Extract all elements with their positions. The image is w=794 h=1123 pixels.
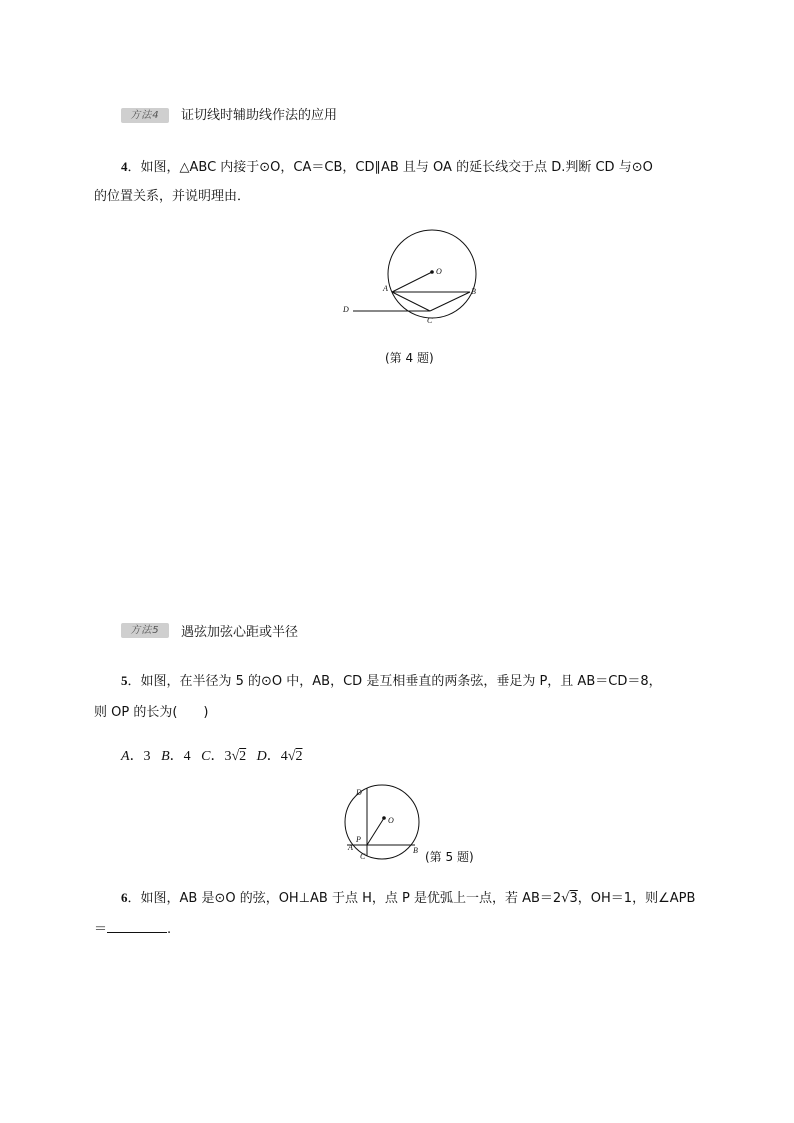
option-d-radicand: 2 bbox=[295, 749, 303, 764]
question-4-text: ．如图，△ABC 内接于⊙O，CA＝CB，CD∥AB 且与 OA 的延长线交于点 D.判断 CD 与⊙O bbox=[127, 160, 653, 175]
option-c-label: C bbox=[201, 749, 211, 764]
sqrt-sign-6: √ bbox=[561, 891, 570, 906]
segment-op bbox=[367, 818, 384, 845]
question-5-line-2: 则 OP 的长为( ) bbox=[94, 705, 209, 720]
label-c: C bbox=[360, 852, 366, 861]
method-badge-4: 方法4 bbox=[121, 108, 169, 123]
label-d: D bbox=[356, 788, 362, 797]
question-6-radicand: 3 bbox=[569, 891, 578, 906]
option-d-label: D bbox=[256, 749, 267, 764]
option-c-value: ．3 bbox=[210, 749, 232, 764]
question-4-caption: (第 4 题) bbox=[385, 351, 434, 365]
label-o: O bbox=[388, 816, 394, 825]
label-a: A bbox=[348, 843, 353, 852]
question-5-text: ．如图，在半径为 5 的⊙O 中，AB，CD 是互相垂直的两条弦，垂足为 P，且 AB＝CD＝8， bbox=[127, 674, 662, 689]
question-5-number: 5 bbox=[121, 673, 128, 688]
option-a-label: A bbox=[121, 749, 130, 764]
question-6-number: 6 bbox=[121, 890, 128, 905]
question-5-options bbox=[121, 749, 302, 765]
label-o: O bbox=[436, 267, 442, 276]
question-6-line-2 bbox=[94, 920, 171, 938]
question-6-line-1 bbox=[121, 890, 695, 907]
question-4-number: 4 bbox=[121, 159, 128, 174]
segment-bc bbox=[430, 292, 470, 311]
question-4-figure bbox=[338, 228, 498, 328]
label-p: P bbox=[356, 835, 361, 844]
radius-oa bbox=[392, 272, 432, 292]
question-5-figure bbox=[343, 784, 425, 866]
question-5-line-1 bbox=[121, 673, 662, 690]
method-badge-5: 方法5 bbox=[121, 623, 169, 638]
question-4-line-2: 的位置关系，并说明理由． bbox=[94, 189, 251, 204]
sqrt-sign-d: √ bbox=[287, 749, 296, 764]
question-5-caption: (第 5 题) bbox=[425, 850, 474, 864]
option-b-label: B bbox=[161, 749, 170, 764]
label-b: B bbox=[471, 287, 476, 296]
option-d-value: ．4 bbox=[266, 749, 288, 764]
answer-blank[interactable] bbox=[107, 920, 167, 933]
option-b-value: ．4 bbox=[169, 749, 191, 764]
center-point-o bbox=[430, 270, 434, 274]
sqrt-sign-c: √ bbox=[231, 749, 240, 764]
label-d: D bbox=[343, 305, 349, 314]
center-point-o bbox=[382, 816, 386, 820]
question-4-line-1 bbox=[121, 159, 653, 176]
question-6-text-b: ，OH＝1，则∠APB bbox=[577, 891, 696, 906]
method-title-4: 证切线时辅助线作法的应用 bbox=[181, 108, 338, 123]
option-a-value: ．3 bbox=[129, 749, 151, 764]
question-6-equals: ＝ bbox=[94, 922, 108, 937]
question-6-text-a: ．如图，AB 是⊙O 的弦，OH⊥AB 于点 H，点 P 是优弧上一点，若 AB＝2 bbox=[127, 891, 562, 906]
label-b: B bbox=[413, 846, 418, 855]
label-a: A bbox=[383, 284, 388, 293]
question-6-period: . bbox=[167, 922, 172, 937]
circle-o bbox=[388, 230, 476, 318]
label-c: C bbox=[427, 316, 433, 325]
method-title-5: 遇弦加弦心距或半径 bbox=[181, 625, 299, 640]
option-c-radicand: 2 bbox=[239, 749, 247, 764]
